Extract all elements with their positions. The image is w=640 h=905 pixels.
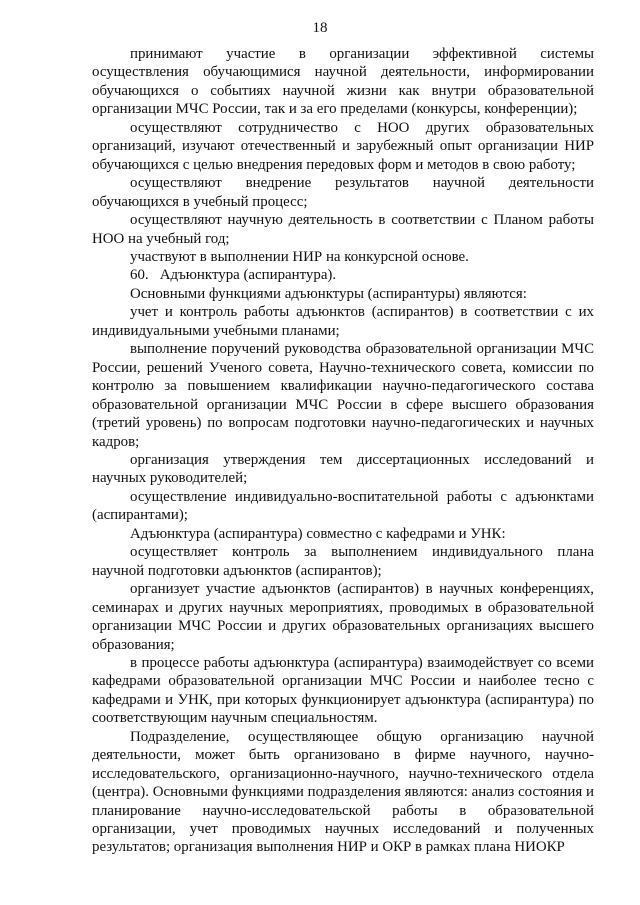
section-heading-60: 60. Адъюнктура (аспирантура). (130, 267, 337, 284)
paragraph-4: осуществляют научную деятельность в соответствии с Планом работы НОО на учебный год; (92, 212, 594, 247)
paragraph-10: организация утверждения тем диссертационных исследований и научных руководителей; (92, 451, 594, 487)
paragraph-13: осуществляет контроль за выполнением индивидуального плана научной подготовки адъюнктов (аспирантов); (92, 544, 594, 579)
paragraph-5: участвуют в выполнении НИР на конкурсной основе. (130, 248, 469, 265)
paragraph-7: Основными функциями адъюнктуры (аспирантуры) являются: (130, 285, 527, 302)
paragraph-16: Подразделение, осуществляющее общую организацию научной деятельности, может быть организовано в фирме научного, научно-исследовательского, организационно-научного, научно-технического отдела (центра). Основными функциями подразделения являются: анализ состояния и планирование научно-исследовательской работы в образовательной организации, учет проводимых научных исследований и полученных результатов; организация выполнения НИР и ОКР в рамках плана НИОКР (92, 728, 594, 856)
paragraph-12: Адъюнктура (аспирантура) совместно с кафедрами и УНК: (130, 525, 506, 542)
paragraph-1: принимают участие в организации эффективной системы осуществления обучающимися научной деятельности, информировании обучающихся о событиях научной жизни как внутри образовательной организации МЧС России, так и за его пределами (конкурсы, конференции); (92, 46, 594, 118)
paragraph-14: организует участие адъюнктов (аспирантов) в научных конференциях, семинарах и других научных мероприятиях, проводимых в образовательной организации МЧС России и других образовательных организациях высшего образования; (92, 581, 594, 653)
document-body (92, 45, 594, 857)
paragraph-9: выполнение поручений руководства образовательной организации МЧС России, решений Ученого совета, Научно-технического совета, комиссии по контролю за повышением квалификации научно-педагогического состава образовательной организации МЧС России в сфере высшего образования (третий уровень) по вопросам подготовки научно-педагогических и научных кадров; (92, 341, 594, 450)
paragraph-2: осуществляют сотрудничество с НОО других образовательных организаций, изучают отечественный и зарубежный опыт организации НИР обучающихся с целью внедрения передовых форм и методов в свою работу; (92, 119, 594, 173)
paragraph-15: в процессе работы адъюнктура (аспирантура) взаимодействует со всеми кафедрами образовательной организации МЧС России и наиболее тесно с кафедрами и УНК, при которых функционирует адъюнктура (аспирантура) по соответствующим научным специальностям. (92, 654, 594, 727)
page-number: 18 (312, 20, 328, 36)
paragraph-8: учет и контроль работы адъюнктов (аспирантов) в соответствии с их индивидуальными учебными планами; (92, 304, 594, 339)
paragraph-11: осуществление индивидуально-воспитательной работы с адъюнктами (аспирантами); (92, 488, 594, 524)
paragraph-3: осуществляют внедрение результатов научной деятельности обучающихся в учебный процесс; (92, 175, 594, 210)
